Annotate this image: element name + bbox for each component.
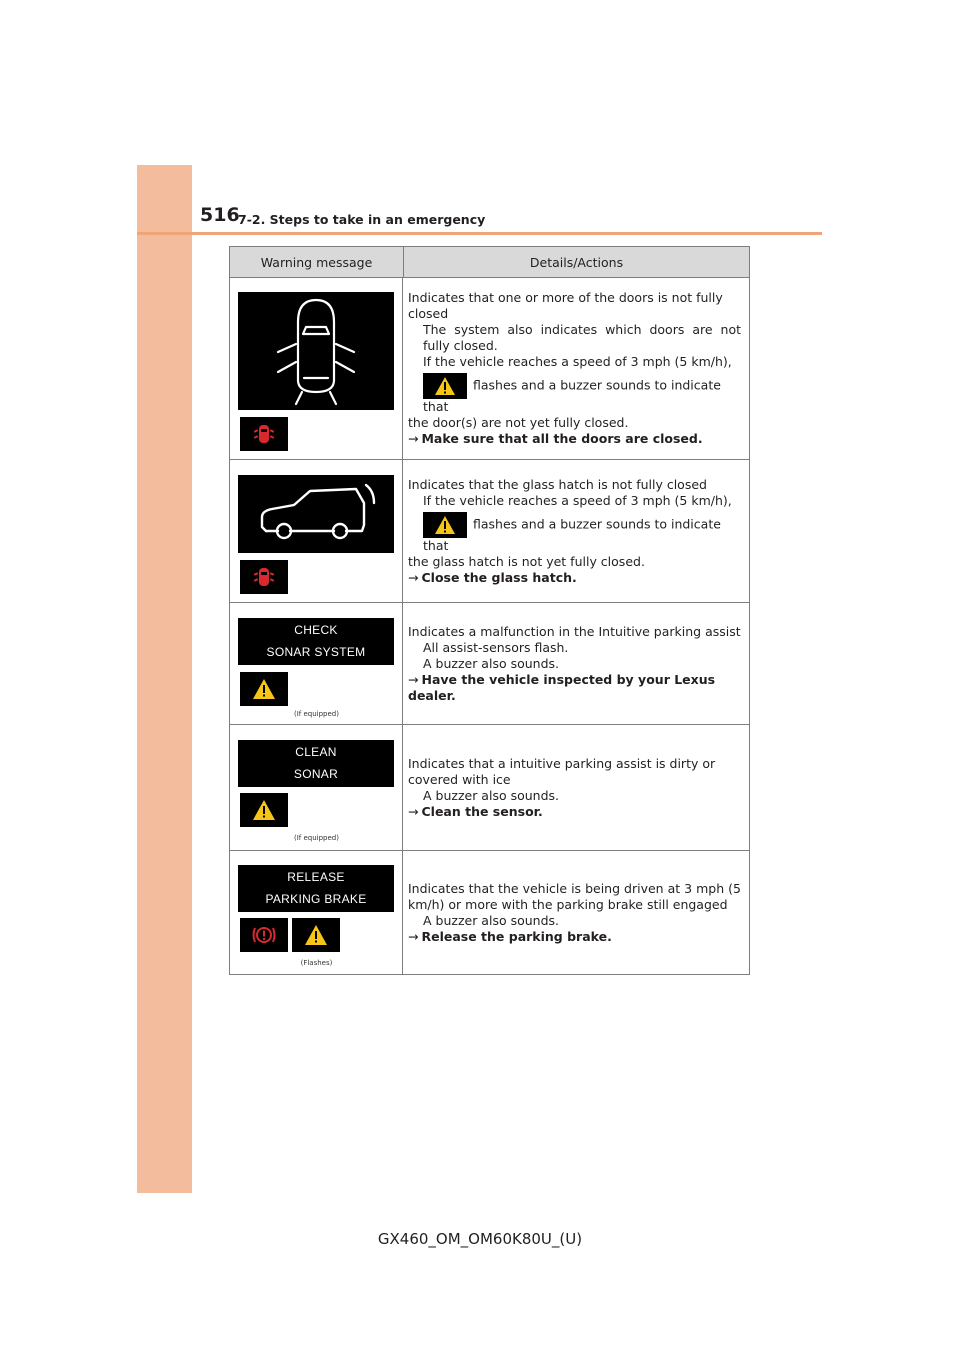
details-text: Indicates that one or more of the doors is not fully closed <box>408 290 723 321</box>
details-text: Indicates that a intuitive parking assist is dirty or covered with ice <box>408 755 716 787</box>
header-divider <box>137 232 822 235</box>
clean-sonar-display <box>238 740 394 787</box>
table-header <box>230 247 749 278</box>
car-side-hatch-icon <box>238 475 394 553</box>
master-warning-icon <box>423 373 467 399</box>
page-number: 516 <box>200 204 240 226</box>
display-line-1: CHECK <box>294 623 338 637</box>
warning-image-cell <box>230 278 403 459</box>
details-subtext: flashes and a buzzer sounds to indicate that <box>408 512 741 554</box>
display-line-2: SONAR SYSTEM <box>266 645 366 659</box>
section-title: 7-2. Steps to take in an emergency <box>238 212 486 227</box>
details-subtext: If the vehicle reaches a speed of 3 mph (5 km/h), <box>423 492 732 508</box>
warning-message-table <box>229 246 750 975</box>
master-warning-icon <box>423 512 467 538</box>
table-row <box>230 851 749 974</box>
door-open-indicator-icon <box>240 417 288 451</box>
document-code: GX460_OM_OM60K80U_(U) <box>377 1230 583 1248</box>
display-line-2: SONAR <box>293 767 339 781</box>
action-text: → Release the parking brake. <box>408 928 612 944</box>
details-cell <box>403 603 749 724</box>
glass-hatch-display <box>238 475 394 553</box>
warning-image-cell <box>230 851 403 974</box>
warning-image-cell <box>230 603 403 724</box>
table-row <box>230 725 749 851</box>
check-sonar-display <box>238 618 394 665</box>
details-cell <box>403 851 749 974</box>
details-text: Indicates that the vehicle is being driven at 3 mph (5 km/h) or more with the parking brake still engaged <box>408 880 741 912</box>
action-text: → Close the glass hatch. <box>408 569 577 585</box>
details-subtext: A buzzer also sounds. <box>423 912 559 928</box>
image-caption: (Flashes) <box>300 959 333 967</box>
brake-warning-icon <box>240 918 288 952</box>
col-header-details-actions: Details/Actions <box>529 254 624 270</box>
action-text: → Clean the sensor. <box>408 803 543 819</box>
table-row <box>230 278 749 460</box>
details-text: Indicates that the glass hatch is not fully closed <box>408 476 707 492</box>
details-subtext: A buzzer also sounds. <box>423 787 559 803</box>
door-open-display <box>238 292 394 410</box>
action-text: → Make sure that all the doors are closed. <box>408 431 703 446</box>
display-line-1: RELEASE <box>287 870 345 884</box>
details-cell <box>403 725 749 850</box>
details-subtext: The system also indicates which doors are not fully closed. <box>423 322 741 353</box>
car-doors-open-icon <box>238 292 394 410</box>
details-subtext: If the vehicle reaches a speed of 3 mph (5 km/h), <box>423 354 732 369</box>
image-caption: (If equipped) <box>294 834 339 842</box>
master-warning-icon <box>292 918 340 952</box>
master-warning-icon <box>240 793 288 827</box>
details-subtext: the door(s) are not yet fully closed. <box>408 415 629 430</box>
master-warning-icon <box>240 672 288 706</box>
release-parking-brake-display <box>238 865 394 912</box>
warning-image-cell <box>230 460 403 602</box>
display-line-1: CLEAN <box>295 745 337 759</box>
warning-image-cell <box>230 725 403 850</box>
details-subtext: the glass hatch is not yet fully closed. <box>408 553 645 569</box>
door-open-indicator-icon <box>240 560 288 594</box>
details-text: Indicates a malfunction in the Intuitive parking assist <box>408 623 741 639</box>
action-text: → Have the vehicle inspected by your Lexus dealer. <box>408 671 716 703</box>
table-row <box>230 603 749 725</box>
page-sidebar-tab <box>137 165 192 1193</box>
details-cell <box>403 460 749 602</box>
details-subtext: flashes and a buzzer sounds to indicate that <box>408 373 741 415</box>
image-caption: (If equipped) <box>294 710 339 718</box>
details-subtext: All assist-sensors flash. <box>423 639 569 655</box>
display-line-2: PARKING BRAKE <box>265 892 367 906</box>
col-header-warning-message: Warning message <box>230 247 404 277</box>
table-row <box>230 460 749 603</box>
details-subtext: A buzzer also sounds. <box>423 655 559 671</box>
details-cell <box>403 278 749 459</box>
